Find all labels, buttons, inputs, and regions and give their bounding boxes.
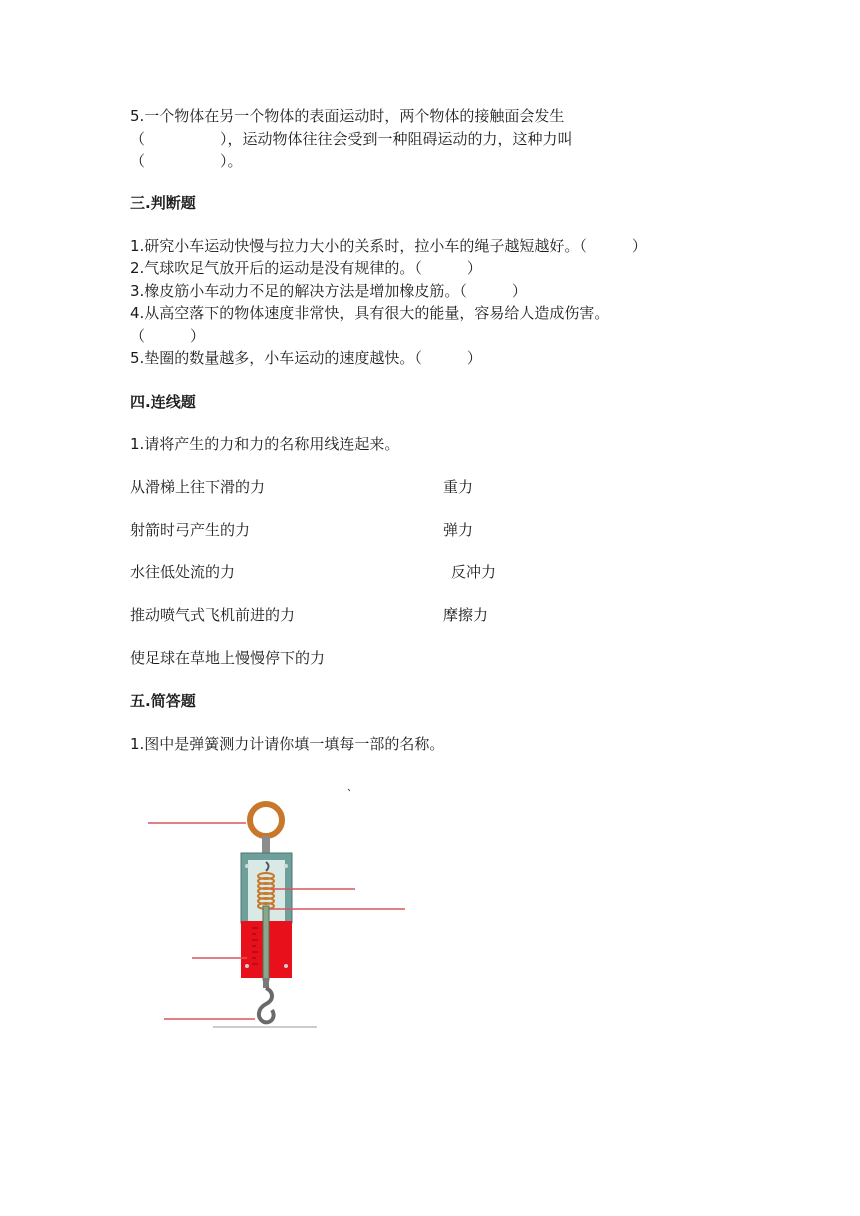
scale-screw — [284, 864, 288, 868]
judge-q1: 1.研究小车运动快慢与拉力大小的关系时，拉小车的绳子越短越好。（ ） — [130, 237, 647, 255]
ring-icon — [250, 804, 282, 836]
matching-left-item: 水往低处流的力 — [130, 563, 236, 581]
hook-connector — [263, 978, 269, 988]
judge-q2: 2.气球吹足气放开后的运动是没有规律的。（ ） — [130, 259, 482, 277]
scale-screw — [245, 964, 249, 968]
fill-q5-line1: 5.一个物体在另一个物体的表面运动时，两个物体的接触面会发生 — [130, 107, 565, 125]
section-heading-matching: 四.连线题 — [130, 393, 196, 411]
matching-right-item: 弹力 — [443, 521, 474, 539]
section-heading-short-answer: 五.简答题 — [130, 692, 196, 710]
fill-q5-line2: （ ），运动物体往往会受到一种阻碍运动的力，这种力叫 — [130, 130, 573, 148]
matching-left-item: 射箭时弓产生的力 — [130, 521, 251, 539]
judge-q4-line2: （ ） — [130, 327, 206, 345]
fill-q5-line3: （ ）。 — [130, 152, 243, 170]
matching-right-item: 摩擦力 — [443, 606, 489, 624]
judge-q5: 5.垫圈的数量越多，小车运动的速度越快。（ ） — [130, 349, 482, 367]
scale-screw — [284, 964, 288, 968]
matching-left-item: 使足球在草地上慢慢停下的力 — [130, 649, 326, 667]
matching-instruction: 1.请将产生的力和力的名称用线连起来。 — [130, 435, 400, 453]
judge-q4-line1: 4.从高空落下的物体速度非常快，具有很大的能量，容易给人造成伤害。 — [130, 304, 610, 322]
matching-right-item: 重力 — [443, 478, 474, 496]
matching-left-item: 推动喷气式飞机前进的力 — [130, 606, 296, 624]
scale-screw — [245, 864, 249, 868]
matching-left-item: 从滑梯上往下滑的力 — [130, 478, 266, 496]
judge-q3: 3.橡皮筋小车动力不足的解决方法是增加橡皮筋。（ ） — [130, 282, 527, 300]
section-heading-judge: 三.判断题 — [130, 194, 196, 212]
pointer-rod — [263, 906, 269, 980]
short-answer-q1: 1.图中是弹簧测力计请你填一填每一部的名称。 — [130, 735, 445, 753]
hook-icon — [259, 988, 274, 1022]
matching-right-item: 反冲力 — [451, 563, 497, 581]
stray-mark — [348, 789, 350, 791]
